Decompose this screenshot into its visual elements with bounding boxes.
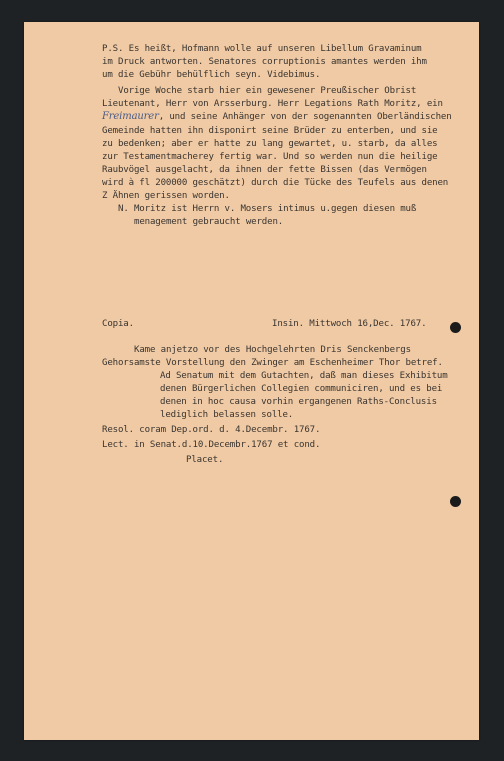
text-line: Z Ähnen gerissen worden. (102, 191, 230, 201)
text-line: wird à fl 200000 geschätzt) durch die Tücke des Teufels aus denen (102, 178, 449, 188)
text-line: P.S. Es heißt, Hofmann wolle auf unseren Libellum Gravaminum (102, 44, 422, 54)
text-line: Gemeinde hatten ihn disponirt seine Brüder zu enterben, und sie (102, 126, 438, 136)
copia-label: Copia. (102, 319, 134, 329)
text-line: Lect. in Senat.d.10.Decembr.1767 et cond. (102, 440, 321, 450)
text-line: Placet. (186, 455, 224, 465)
text-line: Raubvögel ausgelacht, da ihnen der fette Bissen (das Vermögen (102, 165, 427, 175)
punch-hole (450, 322, 461, 333)
copia-date: Insin. Mittwoch 16,Dec. 1767. (272, 319, 427, 329)
text-line: N. Moritz ist Herrn v. Mosers intimus u.gegen diesen muß (118, 204, 417, 214)
text-fragment: , und seine Anhänger von der sogenannten Oberländischen (158, 112, 452, 122)
text-line: um die Gebühr behülflich seyn. Videbimus. (102, 70, 321, 80)
handwritten-word: Freimaurer (102, 111, 159, 122)
text-line: lediglich belassen solle. (160, 410, 294, 420)
text-line: Vorige Woche starb hier ein gewesener Preußischer Obrist (118, 86, 417, 96)
text-line (102, 111, 452, 123)
text-line: Kame anjetzo vor des Hochgelehrten Dris Senckenbergs (134, 345, 411, 355)
text-line: Resol. coram Dep.ord. d. 4.Decembr. 1767. (102, 425, 321, 435)
text-line: denen in hoc causa vorhin ergangenen Raths-Conclusis (160, 397, 437, 407)
punch-hole (450, 496, 461, 507)
document-page (24, 22, 479, 740)
text-line: zu bedenken; aber er hatte zu lang gewartet, u. starb, da alles (102, 139, 438, 149)
text-line: Ad Senatum mit dem Gutachten, daß man dieses Exhibitum (160, 371, 448, 381)
text-line: menagement gebraucht werden. (134, 217, 284, 227)
text-line: denen Bürgerlichen Collegien communiciren, und es bei (160, 384, 443, 394)
text-line: Gehorsamste Vorstellung den Zwinger am Eschenheimer Thor betref. (102, 358, 443, 368)
text-line: im Druck antworten. Senatores corruptionis amantes werden ihm (102, 57, 427, 67)
text-line: Lieutenant, Herr von Arsserburg. Herr Legations Rath Moritz, ein (102, 99, 443, 109)
text-line: zur Testamentmacherey fertig war. Und so werden nun die heilige (102, 152, 438, 162)
